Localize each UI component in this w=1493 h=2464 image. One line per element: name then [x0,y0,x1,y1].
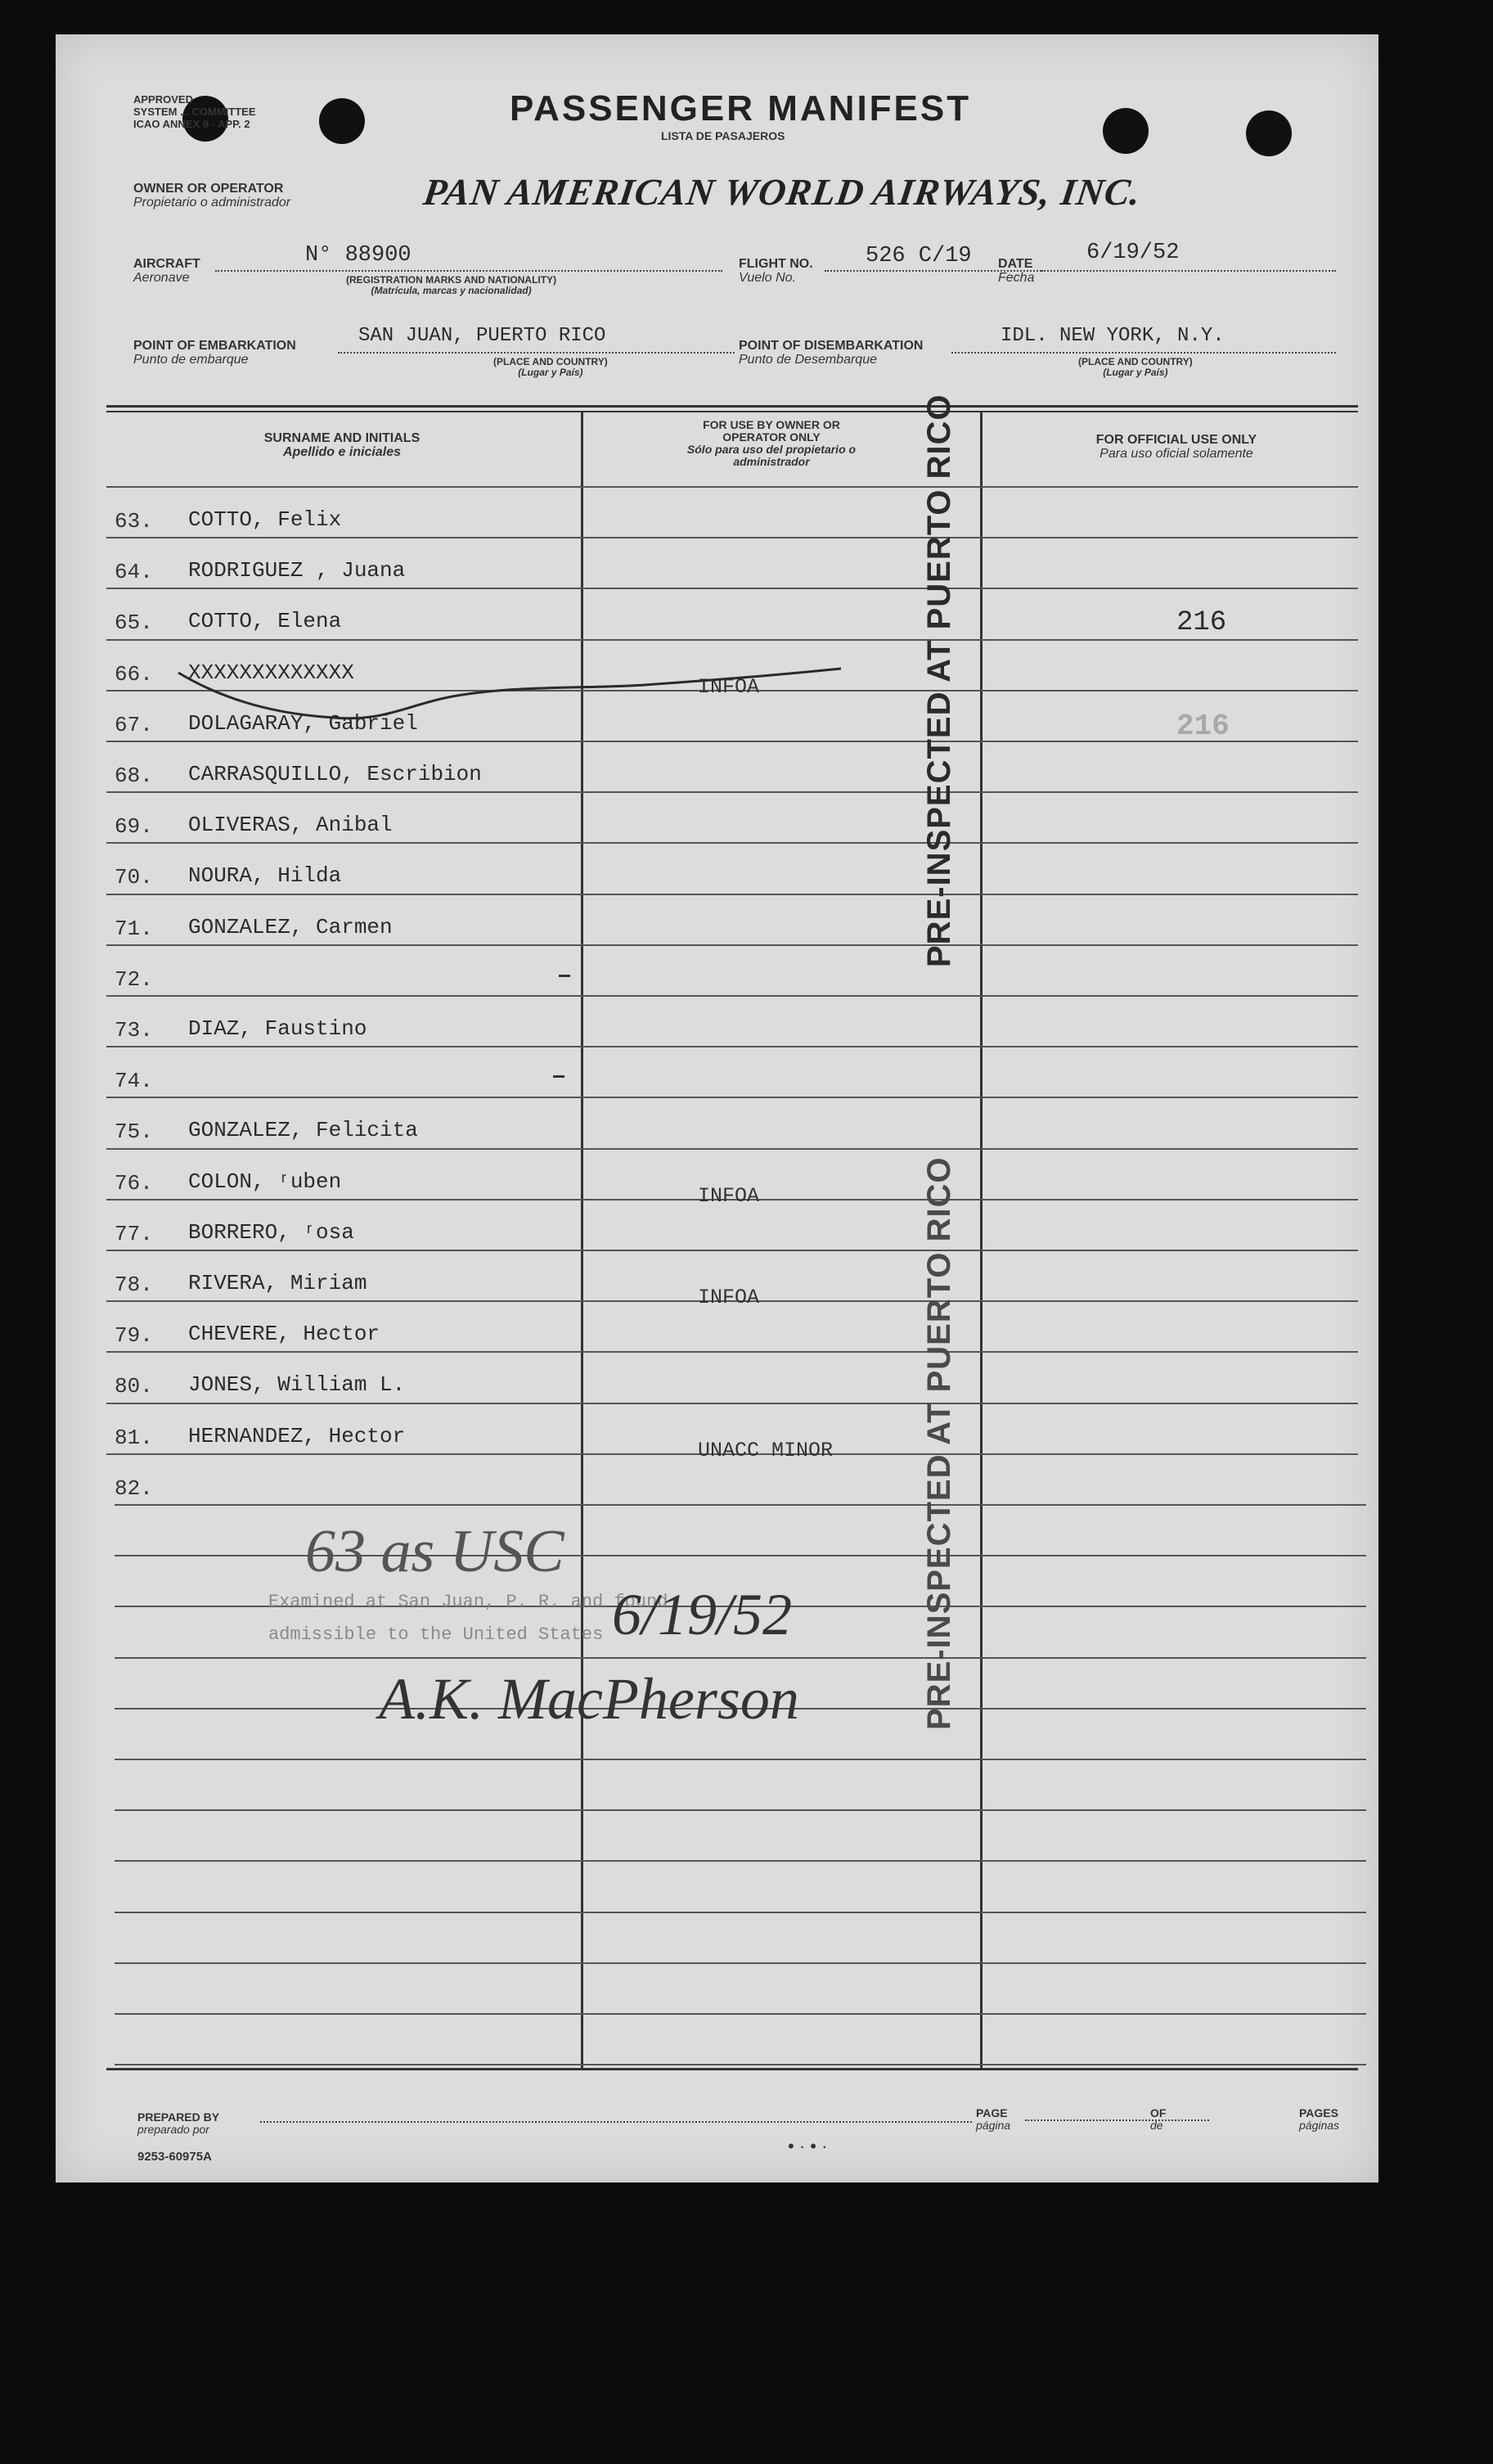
row-number: 73. [115,1018,153,1043]
row-rule [106,842,1358,844]
row-number: 76. [115,1171,153,1196]
column-divider [980,411,983,2068]
page-label: PAGE página [976,2106,1011,2132]
punch-hole [1103,108,1149,154]
aircraft-label: AIRCRAFT Aeronave [133,257,200,285]
row-number: 65. [115,610,153,635]
row-number: 74. [115,1069,153,1093]
disembark-label: POINT OF DISEMBARKATION Punto de Desembarque [739,339,924,367]
passenger-name: GONZALEZ, Carmen [188,915,393,939]
row-rule [106,1097,1358,1098]
row-number: 71. [115,917,153,941]
row-rule [115,2064,1366,2065]
manifest-sheet [56,34,1378,2182]
registration-caption: (REGISTRATION MARKS AND NATIONALITY) (Matrícula, marcas y nacionalidad) [346,274,557,296]
row-number: 79. [115,1323,153,1348]
row-number: 69. [115,814,153,839]
page-subtitle: LISTA DE PASAJEROS [661,129,785,142]
passenger-name: RODRIGUEZ , Juana [188,558,406,583]
prepared-by-label: PREPARED BY preparado por [137,2110,220,2136]
strikethrough-scribble [170,640,849,730]
row-rule [115,1657,1366,1659]
owner-label: OWNER OR OPERATOR Propietario o administrador [133,182,291,209]
punch-hole [319,98,365,144]
row-rule [115,2013,1366,2015]
row-rule [115,1504,1366,1506]
aircraft-value: N° 88900 [305,243,411,268]
passenger-name: GONZALEZ, Felicita [188,1118,418,1142]
row-number: 82. [115,1476,153,1501]
handwritten-date: 6/19/52 [612,1582,793,1647]
passenger-name: NOURA, Hilda [188,863,342,888]
flight-value: 526 C/19 [866,244,972,268]
column-header-operator: FOR USE BY OWNER OR OPERATOR ONLY Sólo para uso del propietario o administrador [686,418,857,468]
row-number: 63. [115,509,153,534]
dash-mark [553,1075,564,1078]
embark-value: SAN JUAN, PUERTO RICO [358,325,606,347]
row-rule [115,1759,1366,1760]
passenger-name: HERNANDEZ, Hector [188,1424,406,1448]
passenger-name: COTTO, Felix [188,507,342,532]
row-rule [106,894,1358,895]
row-number: 81. [115,1426,153,1450]
row-rule [106,791,1358,793]
row-rule [106,1403,1358,1404]
passenger-name: JONES, William L. [188,1372,406,1397]
row-number: 80. [115,1374,153,1399]
row-rule [106,1250,1358,1251]
row-rule [106,1148,1358,1150]
operator-note: INFOA [698,1286,760,1309]
row-rule [106,537,1358,538]
passenger-name: OLIVERAS, Anibal [188,813,393,837]
disembark-place-caption: (PLACE AND COUNTRY) (Lugar y País) [1078,356,1193,378]
passenger-name: CHEVERE, Hector [188,1322,380,1346]
passenger-name: CARRASQUILLO, Escribion [188,762,482,786]
embark-label: POINT OF EMBARKATION Punto de embarque [133,339,296,367]
official-use-value: 216 [1176,709,1230,743]
row-rule [115,1962,1366,1964]
row-rule [115,1555,1366,1556]
flight-label: FLIGHT NO. Vuelo No. [739,257,813,285]
passenger-name: BORRERO, ʳosa [188,1220,354,1245]
of-label: OF de [1150,2106,1167,2132]
row-number: 77. [115,1222,153,1246]
row-number: 78. [115,1273,153,1297]
examined-stamp-line1: Examined at San Juan, P. R. and found [268,1592,668,1612]
examined-stamp-line2: admissible to the United States [268,1624,604,1645]
passenger-name: XXXXXXXXXXXXX [188,660,354,685]
preinspected-stamp-bottom: PRE-INSPECTED AT PUERTO RICO [921,1156,957,1730]
operator-note: INFOA [698,675,760,699]
embark-place-caption: (PLACE AND COUNTRY) (Lugar y País) [493,356,608,378]
passenger-name: COLON, ʳuben [188,1169,342,1194]
signature: A.K. MacPherson [379,1666,799,1732]
row-rule [106,741,1358,742]
date-label: DATE Fecha [998,257,1035,285]
footer-dots: • · • · [788,2136,828,2156]
preinspected-stamp-top: PRE-INSPECTED AT PUERTO RICO [921,394,957,967]
row-number: 70. [115,865,153,890]
column-header-official: FOR OFFICIAL USE ONLY Para uso oficial solamente [1095,433,1257,461]
approval-block: APPROVED SYSTEM ... COMMITTEE ICAO ANNEX 9 - APP. 2 [133,93,256,130]
row-rule [106,1046,1358,1047]
row-rule [106,944,1358,946]
row-number: 67. [115,713,153,737]
row-rule [115,1912,1366,1913]
row-number: 64. [115,560,153,584]
official-use-value: 216 [1176,607,1227,638]
passenger-name: RIVERA, Miriam [188,1271,367,1295]
row-number: 68. [115,764,153,788]
row-rule [106,1351,1358,1353]
handwritten-count: 63 as USC [305,1518,564,1585]
form-number: 9253-60975A [137,2150,212,2164]
column-header-surname: SURNAME AND INITIALS Apellido e iniciales [263,431,420,459]
row-rule [106,486,1358,488]
row-rule [106,995,1358,997]
owner-value: PAN AMERICAN WORLD AIRWAYS, INC. [420,171,1144,213]
disembark-value: IDL. NEW YORK, N.Y. [1001,325,1225,347]
row-rule [115,1860,1366,1862]
row-number: 72. [115,967,153,992]
pages-label: PAGES páginas [1299,2106,1340,2132]
passenger-name: COTTO, Elena [188,609,342,633]
operator-note: INFOA [698,1184,760,1208]
passenger-name: DOLAGARAY, Gabriel [188,711,418,736]
date-value: 6/19/52 [1086,241,1180,265]
row-number: 75. [115,1119,153,1144]
passenger-name: DIAZ, Faustino [188,1016,367,1041]
operator-note: UNACC MINOR [698,1439,834,1462]
row-number: 66. [115,662,153,687]
dash-mark [559,975,570,977]
row-rule [106,588,1358,589]
page-title: PASSENGER MANIFEST [510,88,972,128]
row-rule [115,1809,1366,1811]
punch-hole [1246,110,1292,156]
